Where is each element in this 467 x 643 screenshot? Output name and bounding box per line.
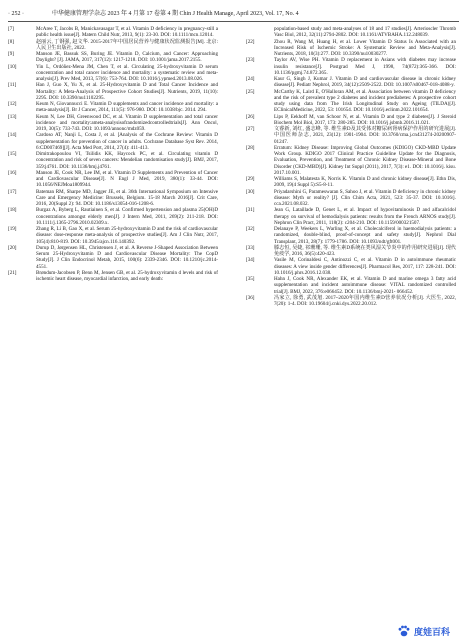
reference-item <box>8 101 218 114</box>
reference-text: Yin L, Ordóñez-Mena JM, Chen T, et al. Circulating 25-hydroxyvitamin D serum concentration and total cancer incidence and mortality: a systematic review and meta-analysis[J]. Prev Med, 2013, 57(6): 753-764. DOI: 10.1016/j.ypmed.2013.08.026. <box>36 63 218 82</box>
reference-item <box>8 189 218 208</box>
reference-text: Zhou R, Wang M, Huang H, et al. Lower Vitamin D Status Is Associated with an Increased Risk of Ischemic Stroke: A Systematic Review and Meta-Analysis[J]. Nutrients, 2018, 10(3):277. DOI: 10.3390/nu10030277. <box>274 38 456 57</box>
paw-logo-icon <box>397 624 411 638</box>
left-reference-column <box>8 26 218 282</box>
reference-item <box>8 132 218 151</box>
reference-item <box>246 226 456 245</box>
reference-number: [21] <box>8 269 17 276</box>
reference-number: [16] <box>8 169 17 176</box>
reference-number: [22] <box>246 38 255 45</box>
reference-number: [33] <box>246 244 255 251</box>
reference-text: Delanaye P, Weekers L, Warling X, et al. Cholecalciferol in haemodialysis patients: a randomized, double-blind, proof-of-concept and safety study[J]. Nephrol Dial Transplant, 2013, 28(7): 1779-1786. DOI: 10.1093/ndt/gft001. <box>274 226 456 245</box>
reference-text: McCarthy K, Laird E, O'Halloran AM, et al. Association between vitamin D deficiency and the risk of prevalent type 2 diabetes and incident prediabetes: A prospective cohort study using data from The Irish Longitudinal Study on Ageing (TILDA)[J]. EClinicalMedicine, 2022, 53: 101654. DOI: 10.1016/j.eclinm.2022.101654. <box>274 88 456 114</box>
reference-number: [9] <box>8 51 14 57</box>
reference-number: [20] <box>8 244 17 251</box>
reference-number: [31] <box>246 207 255 214</box>
page-number: · 252 · <box>8 11 24 17</box>
reference-item <box>8 51 218 64</box>
reference-text: 滕志恒, 吴婕, 祁珊珊, 等. 维生素D系统在类风湿关节炎中的作用研究进展[J]. 现代免疫学, 2016, 36(5):420-423. <box>274 244 456 257</box>
reference-text: Keum N, Giovannucci E. Vitamin D supplements and cancer incidence and mortality: a meta-analysis[J]. Br J Cancer, 2014, 111(5): 976-980. DOI: 10.1038/bjc. 2014. 294. <box>36 101 218 114</box>
reference-text: Durup D, Jørgensen HL, Christensen J, et al. A Reverse J-Shaped Association Between Serum 25-Hydroxyvitamin D and Cardiovascular Disease Mortality: The CopD Study[J]. J Clin Endocrinol Metab, 2015, 100(6): 2339-2346. DOI: 10.1210/jc.2014-4551. <box>36 244 218 270</box>
reference-text: 文睿新, 刘红, 盛志峰, 等. 维生素D及其受体对糖尿病肾病保护作用的研究进展[J]. 中国医师杂志, 2021, 23(12): 1901-1904. DOI: 10.3760/cma.j.cn431274-20200907-01247. <box>274 126 456 145</box>
reference-text: Burgaz A, Byberg L, Rautiainen S, et al. Confirmed hypertension and plasma 25(OH)D concentrations amongst elderly men[J]. J Intern Med, 2011, 269(2): 211-218. DOI: 10.1111/j.1365-2796.2010.02309.x. <box>36 207 218 226</box>
reference-number: [30] <box>246 188 255 195</box>
page-header <box>8 8 460 20</box>
reference-number: [8] <box>8 38 14 45</box>
reference-number: [28] <box>246 144 255 151</box>
reference-text: Brøndum-Jacobsen P, Benn M, Jensen GB, et al. 25-hydroxyvitamin d levels and risk of ischemic heart disease, myocardial infarction, and early death: <box>36 269 218 282</box>
reference-text: Hahn J, Cook NR, Alexander EK, et al. Vitamin D and marine omega 3 fatty acid supplementation and incident autoimmune disease: VITAL randomized controlled trial[J]. BMJ, 2022, 376:e066452. DOI: 10.1136/bmj-2021- 066452. <box>274 276 456 295</box>
reference-item <box>8 207 218 226</box>
header-rule <box>8 21 459 22</box>
reference-item <box>246 176 456 189</box>
reference-number: [27] <box>246 126 255 132</box>
reference-text: Lips P, Eekhoff M, van Schoor N, et al. Vitamin D and type 2 diabetes[J]. J Steroid Biochem Mol Biol, 2017, 173: 280-285. DOI: 10.1016/j.jsbmb.2016.11.021. <box>274 113 456 126</box>
reference-item <box>246 39 456 58</box>
reference-item <box>246 57 456 76</box>
reference-text: Erratum: Kidney Disease: Improving Global Outcomes (KDIGO) CKD-MBD Update Work Group. KDIGO 2017 Clinical Practice Guideline Update for the Diagnosis, Evaluation, Prevention, and Treatment of Chronic Kidney Disease-Mineral and Bone Disorder (CKD-MBD)[J]. Kidney Int Suppl (2011), 2017, 7(3): e1. DOI: 10.1016/j. kisu. 2017.10.001. <box>274 144 456 176</box>
reference-item <box>8 151 218 170</box>
reference-item <box>8 114 218 133</box>
reference-number: [34] <box>246 257 255 264</box>
reference-item <box>246 76 456 89</box>
reference-number: [17] <box>8 188 17 195</box>
reference-item <box>246 114 456 127</box>
reference-item <box>246 295 456 308</box>
reference-number: [29] <box>246 176 255 182</box>
reference-number: [18] <box>8 207 17 214</box>
reference-item <box>8 270 218 283</box>
reference-text: Priyadarshini G, Parameswaran S, Sahoo J, et al. Vitamin D deficiency in chronic kidney disease: Myth or reality? [J]. Clin Chim Acta, 2021, 523: 35-37. DOI: 10.1016/j. cca.2021.08.032. <box>274 188 456 207</box>
reference-text: McAree T, Jacobs B, Manickavasagar T, et al. Vitamin D deficiency in pregnancy-still a public health issue[J]. Matern Child Nutr, 2013, 9(1): 23-30. DOI: 10.1111/mcn.12014. <box>36 26 218 39</box>
reference-text: Jean G, Lataillade D, Genet L, et al. Impact of hypovitaminosis D and alfacalcidol therapy on survival of hemodialysis patients: results from the French ARNOS study[J]. Nephron Clin Pract, 2011, 118(2): c204-210. DOI: 10.1159/000321507. <box>274 207 456 226</box>
reference-text: Vasile M, Corinaldesi C, Antinozzi C, et al. Vitamin D in autoimmune rheumatic diseases: A view inside gender differences[J]. Pharmacol Res, 2017, 117: 228-241. DOI: 10.1016/j.phrs.2016.12.038. <box>274 257 456 276</box>
reference-text: Manson JE, Cook NR, Lee IM, et al. Vitamin D Supplements and Prevention of Cancer and Cardiovascular Disease[J]. N Engl J Med, 2019, 380(1): 33-44. DOI: 10.1056/NEJMoa1809944. <box>36 169 218 189</box>
reference-text: Han J, Guo X, Yu X, et al. 25-Hydroxyvitamin D and Total Cancer Incidence and Mortality: A Meta-Analysis of Prospective Cohort Studies[J]. Nutrients, 2019, 11(10): 2295. DOI: 10.3390/nu11102295. <box>36 82 218 101</box>
reference-number: [36] <box>246 294 255 301</box>
reference-item <box>246 189 456 208</box>
reference-text: Bateman RM, Sharpe MD, Jagger JE, et al. 36th International Symposium on Intensive Care and Emergency Medicine: Brussels, Belgium. 15-18 March 2016[J]. Crit Care, 2016, 20(Suppl 2): 94. DOI: 10.1186/s13054-016-1208-6. <box>36 188 218 207</box>
reference-item <box>8 39 218 52</box>
right-reference-column <box>246 26 456 307</box>
reference-number: [24] <box>246 76 255 82</box>
reference-number: [32] <box>246 226 255 232</box>
reference-number: [14] <box>8 132 17 139</box>
reference-text: Williams S, Malatesta K, Norris K. Vitamin D and chronic kidney disease[J]. Ethn Dis, 2009, 19(4 Suppl 5):S5-8-11. <box>274 176 456 189</box>
watermark-text: 度娃百科 <box>414 626 451 637</box>
reference-text: 冯家立, 徐勇, 武茂旭. 2017~2020年国内维生素D营养状况分析[J]. 大医生, 2022, 7(20): 1-4. DOI: 10.19604/j.cnki.dys.2022.20.012. <box>274 294 456 307</box>
reference-number: [10] <box>8 63 17 70</box>
reference-item <box>246 207 456 226</box>
reference-item <box>8 226 218 245</box>
reference-text: 赵丽云, 丁钢强, 赵文华. 2015-2017年中国居民营养与健康状况监测报告[M]. 北京: 人民卫生出版社, 2022. <box>36 38 218 51</box>
reference-item <box>246 257 456 276</box>
reference-text: Taylor AV, Wise PH. Vitamin D replacement in Asians with diabetes may increase insulin resistance[J]. Postgrad Med J, 1998, 74(872):365-366. DOI: 10.1136/pgmj.74.872.365. <box>274 57 456 76</box>
reference-item <box>8 82 218 101</box>
reference-text: Dimitrakopoulou VI, Tsilidis KK, Haycock PC, et al. Circulating vitamin D concentration and risk of seven cancers: Mendelian randomisation study[J]. BMJ, 2017, 359:j4761. DOI: 10.1136/bmj.j4761. <box>36 151 218 170</box>
reference-item <box>246 26 456 39</box>
running-title: 中华健康管理学杂志 2023 年 4 月第 17 卷第 4 期 Chin J Health Manage, April 2023, Vol. 17, No. 4 <box>52 11 299 17</box>
reference-item <box>8 26 218 39</box>
reference-number: [7] <box>8 26 14 32</box>
reference-number: [12] <box>8 101 17 107</box>
reference-number: [35] <box>246 276 255 282</box>
reference-text: Cardoso AT, Nanji L, Costa J, et al. [Analysis of the Cochrane Review: Vitamin D supplementation for prevention of cancer in adults. Cochrane Database Syst Rev. 2014, 6:CD007469][J]. Acta Med Port, 2014, 27(4): 411-413. <box>36 132 218 151</box>
reference-item <box>8 245 218 270</box>
reference-item <box>8 64 218 83</box>
reference-number: [13] <box>8 113 17 120</box>
reference-item <box>246 245 456 258</box>
reference-text: Kaur G, Singh J, Kumar J. Vitamin D and cardiovascular disease in chronic kidney disease[J]. Pediatr Nephrol, 2019, 34(12):2509-2522. DOI: 10.1007/s00467-018-4088-y. <box>274 76 456 89</box>
reference-text: population-based study and meta-analyses of 18 and 17 studies[J]. Arterioscler Thromb Vasc Biol, 2012, 32(11):2794-2802. DOI: 10.1161/ATVBAHA.112.248039. <box>274 26 456 39</box>
reference-item <box>246 276 456 295</box>
reference-number: [23] <box>246 57 255 64</box>
watermark <box>397 623 459 639</box>
reference-number: [15] <box>8 151 17 157</box>
reference-number: [11] <box>8 82 17 89</box>
reference-number: [19] <box>8 226 17 232</box>
reference-item <box>246 126 456 145</box>
reference-text: Keum N, Lee DH, Greenwood DC, et al. Vitamin D supplementation and total cancer incidence and mortality:ameta-analysisofrandomizedcontrolledtrials[J]. Ann Oncol, 2019, 30(5): 733-743. DOI: 10.1093/annonc/mdz059. <box>36 113 218 132</box>
reference-text: Zhang R, Li B, Gao X, et al. Serum 25-hydroxyvitamin D and the risk of cardiovascular disease: dose-response meta-analysis of prospective studies[J]. Am J Clin Nutr, 2017, 105(4):810-819. DOI: 10.3945/ajcn.116.140392. <box>36 226 218 245</box>
reference-number: [26] <box>246 113 255 120</box>
reference-item <box>246 145 456 176</box>
reference-text: Manson JE, Bassuk SS, Buring JE. Vitamin D, Calcium, and Cancer: Approaching Daylight? [J]. JAMA, 2017, 317(12): 1217-1218. DOI: 10.1001/jama.2017.2155. <box>36 51 218 64</box>
reference-item <box>8 170 218 189</box>
reference-item <box>246 89 456 114</box>
reference-number: [25] <box>246 88 255 95</box>
